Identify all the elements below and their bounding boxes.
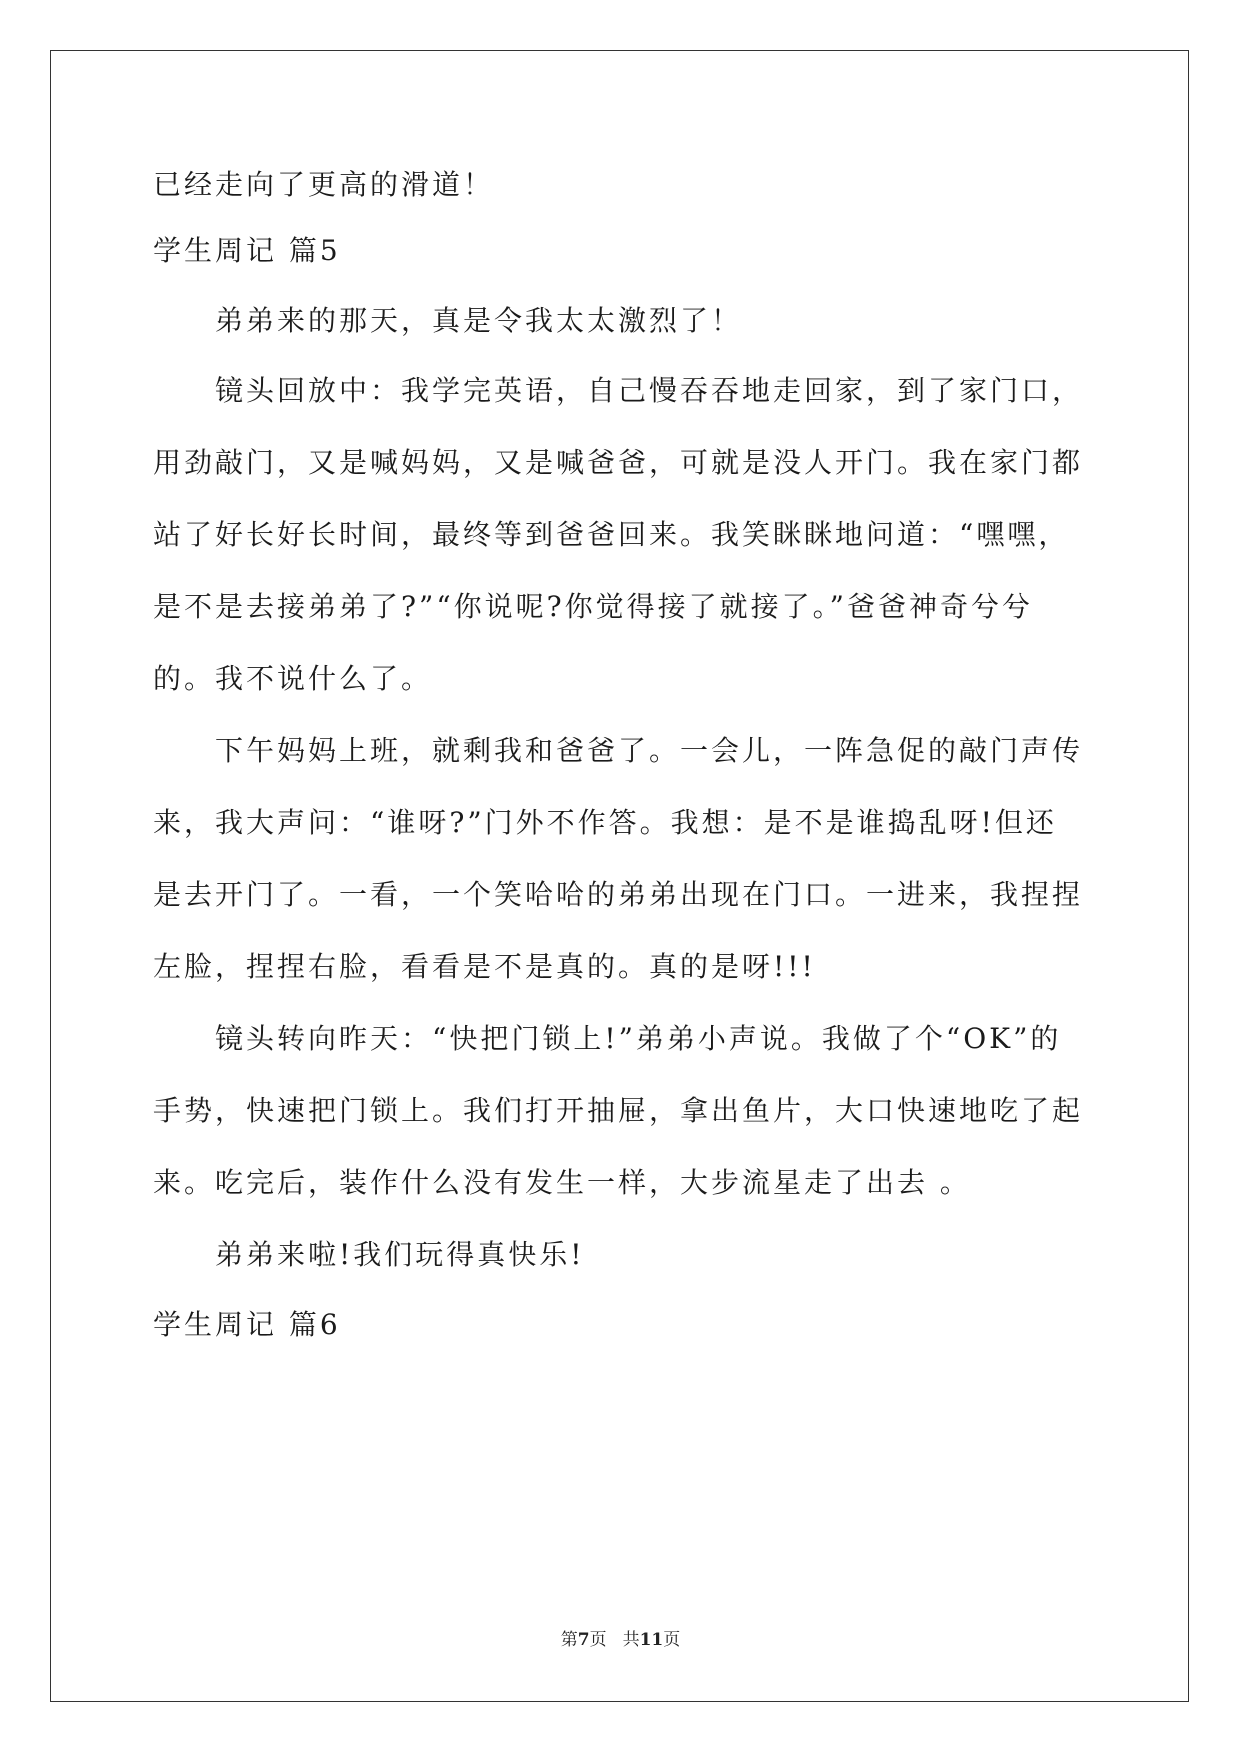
paragraph-line: 用劲敲门，又是喊妈妈，又是喊爸爸，可就是没人开门。我在家门都	[153, 446, 1084, 479]
page-prefix: 第	[560, 1630, 578, 1650]
paragraph-line: 镜头转向昨天：“快把门锁上!”弟弟小声说。我做了个“OK”的	[215, 1022, 1062, 1055]
paragraph-line: 手势，快速把门锁上。我们打开抽屉，拿出鱼片，大口快速地吃了起	[153, 1094, 1084, 1127]
page-current: 7	[577, 1630, 590, 1650]
paragraph-line: 站了好长好长时间，最终等到爸爸回来。我笑眯眯地问道：“嘿嘿，	[153, 518, 1070, 551]
paragraph-line: 来。吃完后，装作什么没有发生一样，大步流星走了出去 。	[153, 1166, 971, 1199]
paragraph-line: 是去开门了。一看，一个笑哈哈的弟弟出现在门口。一进来，我捏捏	[153, 878, 1084, 911]
paragraph-line: 下午妈妈上班，就剩我和爸爸了。一会儿，一阵急促的敲门声传	[215, 734, 1084, 767]
page-footer	[0, 1628, 1241, 1652]
page-suffix: 页	[589, 1630, 607, 1650]
paragraph-line: 弟弟来的那天，真是令我太太激烈了！	[215, 304, 743, 337]
section-heading: 学生周记 篇6	[153, 1308, 341, 1341]
section-heading: 学生周记 篇5	[153, 234, 341, 267]
total-prefix: 共	[622, 1630, 640, 1650]
paragraph-line: 镜头回放中：我学完英语，自己慢吞吞地走回家，到了家门口，	[215, 374, 1084, 407]
page-total: 11	[639, 1630, 664, 1650]
paragraph-line: 来，我大声问：“谁呀?”门外不作答。我想：是不是谁捣乱呀!但还	[153, 806, 1057, 839]
total-suffix: 页	[663, 1630, 681, 1650]
paragraph-line: 已经走向了更高的滑道！	[153, 168, 495, 201]
paragraph-line: 左脸，捏捏右脸，看看是不是真的。真的是呀!!!	[153, 950, 816, 983]
paragraph-line: 的。我不说什么了。	[153, 662, 433, 695]
paragraph-line: 是不是去接弟弟了?”“你说呢?你觉得接了就接了。”爸爸神奇兮兮	[153, 590, 1033, 623]
paragraph-line: 弟弟来啦!我们玩得真快乐!	[215, 1238, 585, 1271]
